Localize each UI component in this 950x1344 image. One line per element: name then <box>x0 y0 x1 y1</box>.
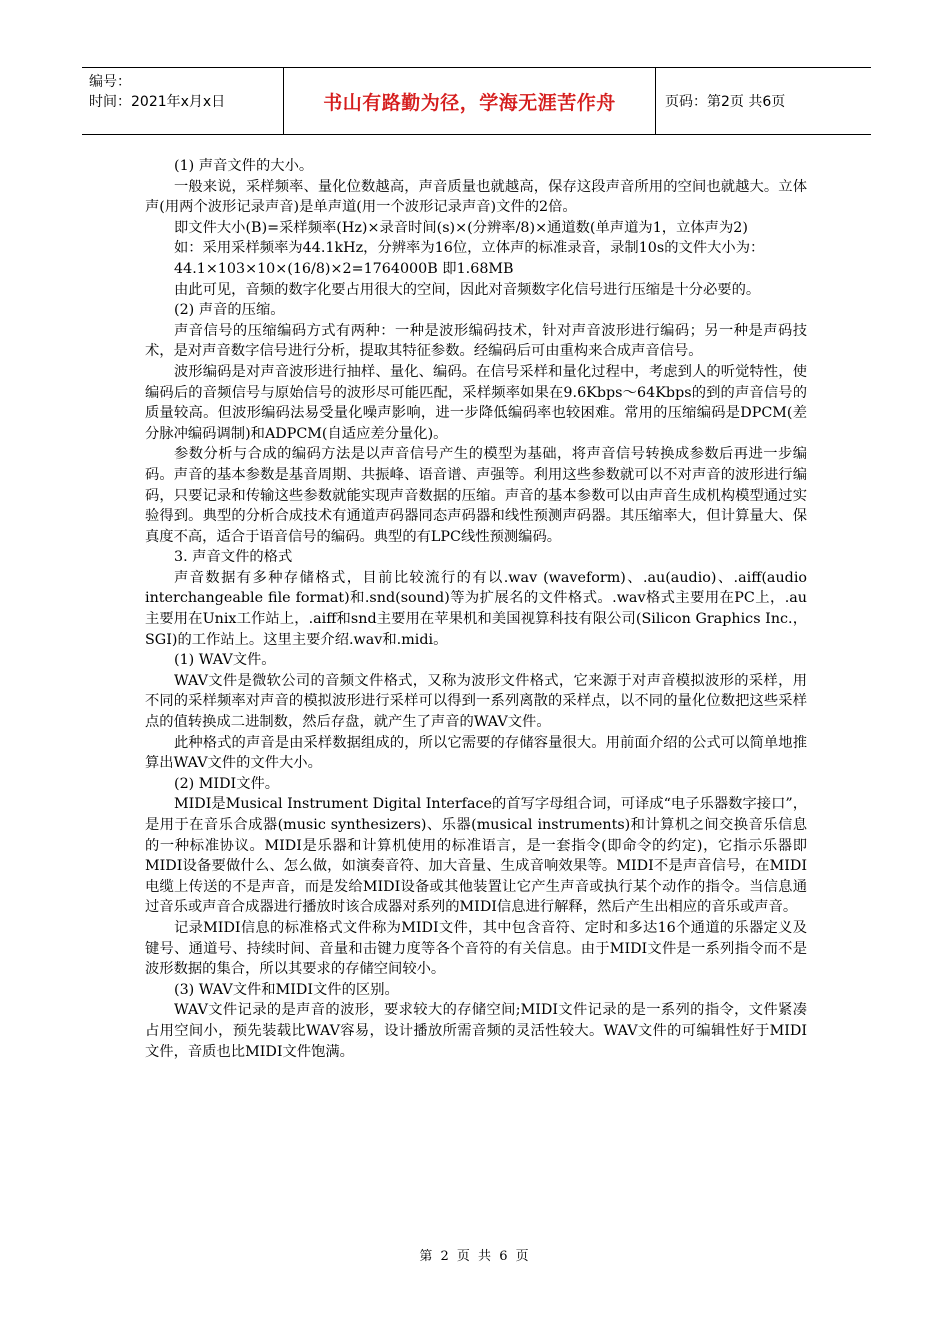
page-footer: 第 2 页 共 6 页 <box>419 1249 531 1264</box>
paragraph: WAV文件记录的是声音的波形，要求较大的存储空间;MIDI文件记录的是一系列的指令，文件紧凑占用空间小，预先装载比WAV容易，设计播放所需音频的灵活性较大。WAV文件的可编辑性好于MIDI文件，音质也比MIDI文件饱满。 <box>145 1002 807 1060</box>
section-heading: 3. 声音文件的格式 <box>174 549 293 566</box>
paragraph: 记录MIDI信息的标准格式文件称为MIDI文件，其中包含音符、定时和多达16个通道的乐器定义及键号、通道号、持续时间、音量和击键力度等各个音符的有关信息。由于MIDI文件是一系列指令而不是波形数据的集合，所以其要求的存储空间较小。 <box>145 919 807 978</box>
section-heading: (1) WAV文件。 <box>174 652 276 669</box>
header-page-info: 页码：第2页 共6页 <box>665 94 786 110</box>
paragraph: 波形编码是对声音波形进行抽样、量化、编码。在信号采样和量化过程中，考虑到人的听觉特性，使编码后的音频信号与原始信号的波形尽可能匹配，采样频率如果在9.6Kbps～64Kbps的到的声音信号的质量较高。但波形编码法易受量化噪声影响，进一步降低编码率也较困难。常用的压缩编码是DPCM(差分脉冲编码调制)和ADPCM(自适应差分量化)。 <box>145 363 807 442</box>
formula-line: 44.1×103×10×(16/8)×2=1764000B 即1.68MB <box>174 260 514 277</box>
section-heading: (2) 声音的压缩。 <box>174 302 285 319</box>
paragraph: 即文件大小(B)=采样频率(Hz)×录音时间(s)×(分辨率/8)×通道数(单声道为1，立体声为2) <box>174 219 748 236</box>
page-header <box>82 67 871 135</box>
paragraph: 此种格式的声音是由采样数据组成的，所以它需要的存储容量很大。用前面介绍的公式可以简单地推算出WAV文件的文件大小。 <box>145 734 807 772</box>
document-date: 时间：2021年x月x日 <box>89 94 226 110</box>
paragraph: (1) 声音文件的大小。 <box>174 158 314 174</box>
header-motto: 书山有路勤为径，学海无涯苦作舟 <box>323 91 616 114</box>
paragraph: 声音信号的压缩编码方式有两种：一种是波形编码技术，针对声音波形进行编码；另一种是声码技术，是对声音数字信号进行分析，提取其特征参数。经编码后可由重构来合成声音信号。 <box>145 322 807 360</box>
document-number-label: 编号： <box>89 74 131 90</box>
paragraph: 由此可见，音频的数字化要占用很大的空间，因此对音频数字化信号进行压缩是十分必要的。 <box>174 281 761 298</box>
paragraph: 如：采用采样频率为44.1kHz，分辨率为16位，立体声的标准录音，录制10s的文件大小为： <box>174 240 765 257</box>
header-meta <box>82 68 284 134</box>
section-heading: (2) MIDI文件。 <box>174 775 280 792</box>
paragraph: 声音数据有多种存储格式，目前比较流行的有以.wav (waveform)、.au(audio)、.aiff(audio interchangeable file format)和.snd(sound)等为扩展名的文件格式。.wav格式主要用在PC上，.au主要用在Unix工作站上，.aiff和snd主要用在苹果机和美国视算科技有限公司(Silicon Graphics Inc.，SGI)的工作站上。这里主要介绍.wav和.midi。 <box>145 569 807 648</box>
paragraph: MIDI是Musical Instrument Digital Interface的首写字母组合词，可译成“电子乐器数字接口”，是用于在音乐合成器(music synthesizers)、乐器(musical instruments)和计算机之间交换音乐信息的一种标准协议。MIDI是乐器和计算机使用的标准语言，是一套指令(即命令的约定)，它指示乐器即MIDI设备要做什么、怎么做，如演奏音符、加大音量、生成音响效果等。MIDI不是声音信号，在MIDI电缆上传送的不是声音，而是发给MIDI设备或其他装置让它产生声音或执行某个动作的指令。当信息通过音乐或声音合成器进行播放时该合成器对系列的MIDI信息进行解释，然后产生出相应的音乐或声音。 <box>145 796 807 916</box>
paragraph: 一般来说，采样频率、量化位数越高，声音质量也就越高，保存这段声音所用的空间也就越大。立体声(用两个波形记录声音)是单声道(用一个波形记录声音)文件的2倍。 <box>145 178 807 216</box>
paragraph: WAV文件是微软公司的音频文件格式，又称为波形文件格式，它来源于对声音模拟波形的采样，用不同的采样频率对声音的模拟波形进行采样可以得到一系列离散的采样点，以不同的量化位数把这些采样点的值转换成二进制数，然后存盘，就产生了声音的WAV文件。 <box>145 672 807 731</box>
section-heading: (3) WAV文件和MIDI文件的区别。 <box>174 981 399 998</box>
document-body <box>145 156 807 1062</box>
header-motto-cell <box>284 68 656 134</box>
paragraph: 参数分析与合成的编码方法是以声音信号产生的模型为基础，将声音信号转换成参数后再进一步编码。声音的基本参数是基音周期、共振峰、语音谱、声强等。利用这些参数就可以不对声音的波形进行编码，只要记录和传输这些参数就能实现声音数据的压缩。声音的基本参数可以由声音生成机构模型通过实验得到。典型的分析合成技术有通道声码器同态声码器和线性预测声码器。其压缩率大，但计算量大、保真度不高，适合于语音信号的编码。典型的有LPC线性预测编码。 <box>145 446 807 545</box>
